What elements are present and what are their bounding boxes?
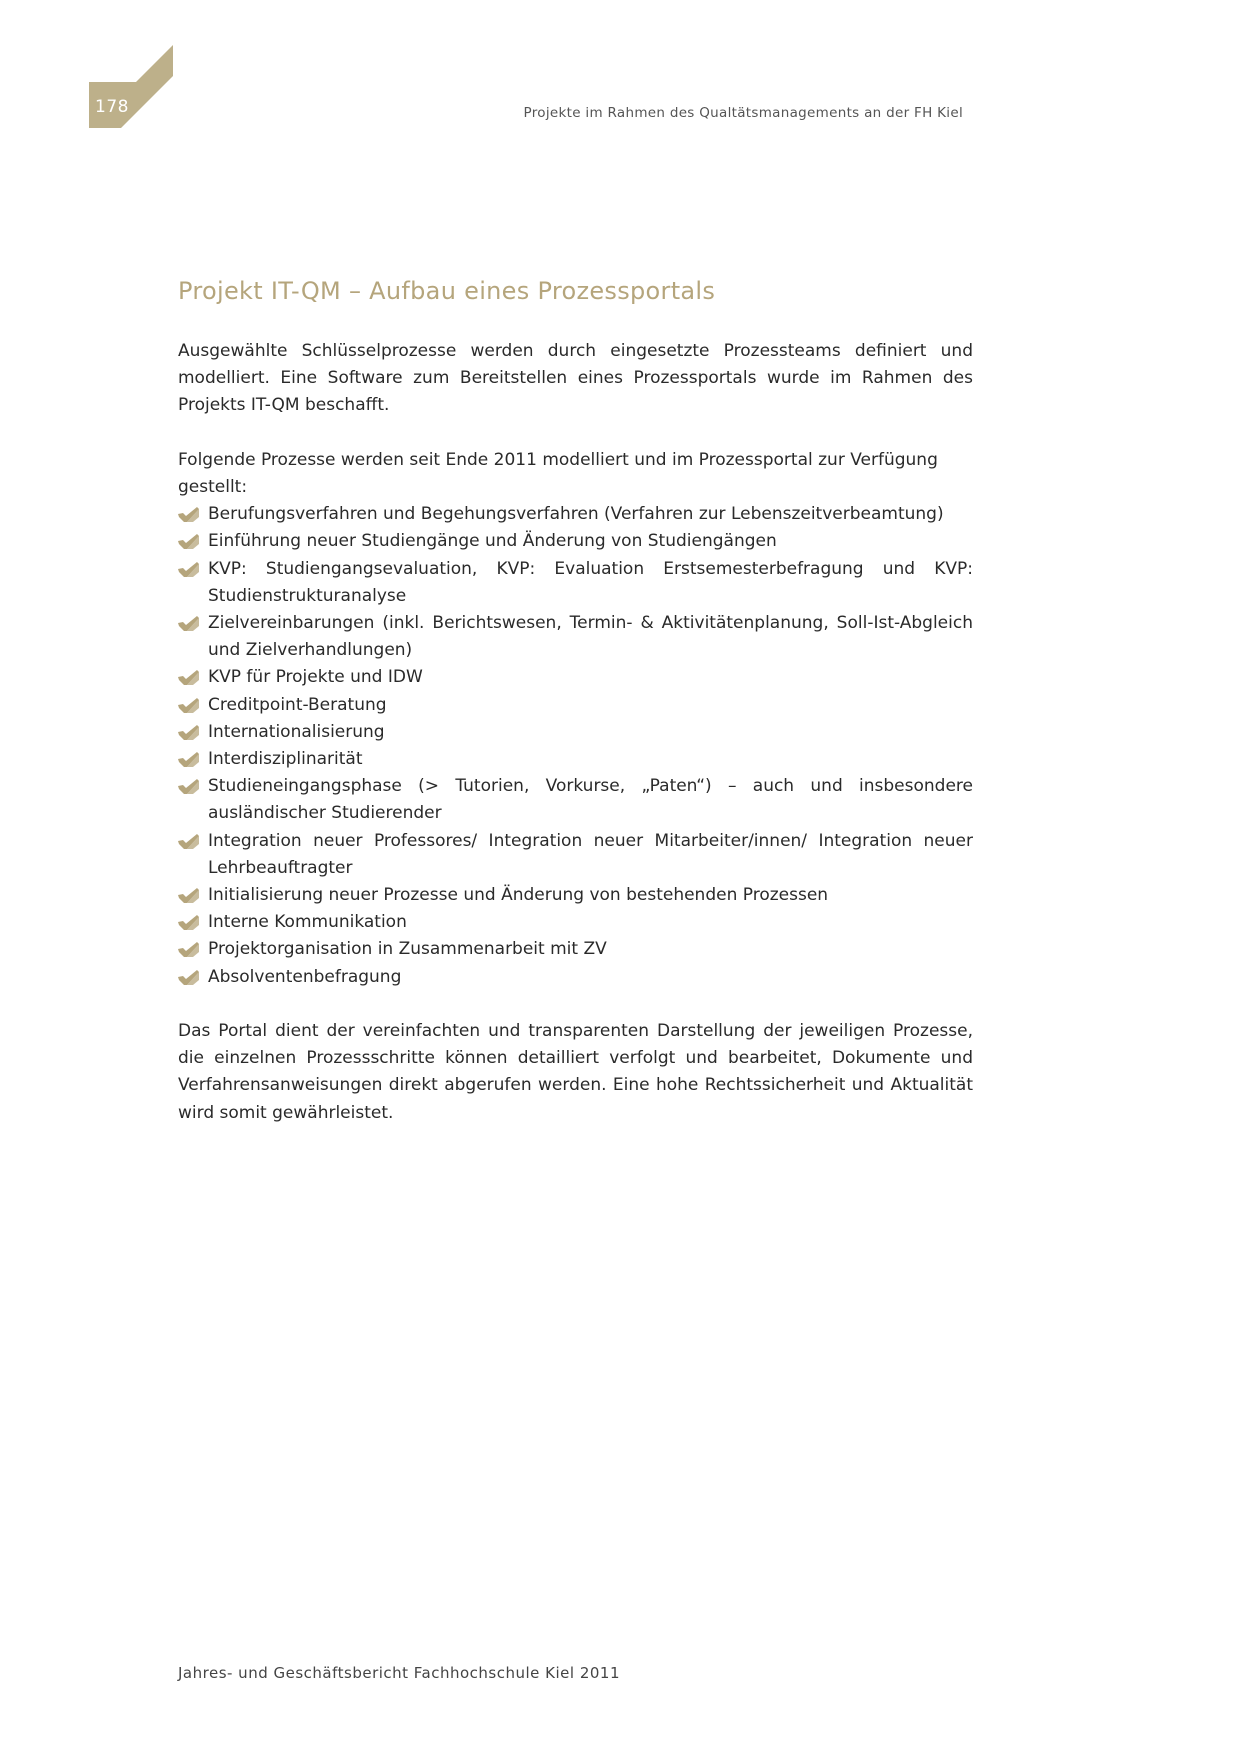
check-mark-icon bbox=[178, 670, 199, 685]
process-list-item bbox=[178, 773, 973, 827]
check-mark-icon bbox=[178, 834, 199, 849]
process-list-item-text: Einführung neuer Studiengänge und Änderung von Studiengängen bbox=[208, 531, 777, 552]
check-mark-icon bbox=[178, 752, 199, 767]
process-list-item bbox=[178, 882, 973, 909]
process-list-item bbox=[178, 556, 973, 610]
process-list-item bbox=[178, 828, 973, 882]
intro-paragraph: Ausgewählte Schlüsselprozesse werden durch eingesetzte Prozessteams definiert und modelliert. Eine Software zum Bereitstellen eines Prozessportals wurde im Rahmen des Projekts IT-QM beschafft. bbox=[178, 341, 973, 416]
process-list-item bbox=[178, 528, 973, 555]
process-list-item bbox=[178, 936, 973, 963]
closing-paragraph: Das Portal dient der vereinfachten und transparenten Darstellung der jeweiligen Prozesse, die einzelnen Prozessschritte können detailliert verfolgt und bearbeitet, Dokumente und Verfahrensanweisungen direkt abgerufen werden. Eine hohe Rechtssicherheit und Aktualität wird somit gewährleistet. bbox=[178, 1021, 973, 1123]
check-mark-icon bbox=[178, 616, 199, 631]
process-list-item bbox=[178, 501, 973, 528]
process-list-item-text: Integration neuer Professores/ Integration neuer Mitarbeiter/innen/ Integration neuer Lehrbeauftragter bbox=[208, 830, 973, 878]
process-list-item bbox=[178, 746, 973, 773]
check-mark-icon bbox=[178, 779, 199, 794]
process-list-item bbox=[178, 664, 973, 691]
process-list-item bbox=[178, 719, 973, 746]
check-mark-icon bbox=[178, 698, 199, 713]
check-mark-icon bbox=[178, 725, 199, 740]
check-mark-icon bbox=[178, 507, 199, 522]
process-list-item-text: Creditpoint-Beratung bbox=[208, 694, 387, 715]
process-list-item bbox=[178, 692, 973, 719]
process-list-item-text: Internationalisierung bbox=[208, 721, 385, 742]
page-number: 178 bbox=[95, 97, 129, 117]
process-list-item-text: Berufungsverfahren und Begehungsverfahren (Verfahren zur Lebenszeitverbeamtung) bbox=[208, 504, 944, 525]
process-list-item bbox=[178, 964, 973, 991]
main-content bbox=[178, 274, 973, 1154]
process-list-item-text: Interdisziplinarität bbox=[208, 749, 363, 770]
process-list-item-text: KVP für Projekte und IDW bbox=[208, 667, 423, 688]
check-mark-icon bbox=[178, 534, 199, 549]
running-header: Projekte im Rahmen des Qualtätsmanagements an der FH Kiel bbox=[523, 105, 963, 121]
process-list-item bbox=[178, 909, 973, 936]
check-mark-icon bbox=[178, 942, 199, 957]
process-list-item-text: Zielvereinbarungen (inkl. Berichtswesen, Termin- & Aktivitätenplanung, Soll-Ist-Abgleich und Zielverhandlungen) bbox=[208, 613, 973, 661]
page-footer: Jahres- und Geschäftsbericht Fachhochschule Kiel 2011 bbox=[178, 1664, 621, 1682]
process-list-item-text: Interne Kommunikation bbox=[208, 912, 407, 933]
process-list-item-text: Projektorganisation in Zusammenarbeit mit ZV bbox=[208, 939, 607, 960]
process-list-item-text: Studieneingangsphase (> Tutorien, Vorkurse, „Paten“) – auch und insbesondere ausländischer Studierender bbox=[208, 776, 973, 824]
check-mark-icon bbox=[178, 888, 199, 903]
list-intro: Folgende Prozesse werden seit Ende 2011 modelliert und im Prozessportal zur Verfügung gestellt: bbox=[178, 449, 938, 497]
check-mark-icon bbox=[178, 562, 199, 577]
process-list-item-text: KVP: Studiengangsevaluation, KVP: Evaluation Erstsemesterbefragung und KVP: Studienstrukturanalyse bbox=[208, 558, 973, 606]
process-list bbox=[178, 501, 973, 991]
check-mark-icon bbox=[178, 915, 199, 930]
check-mark-icon bbox=[178, 970, 199, 985]
process-list-item bbox=[178, 610, 973, 664]
section-title: Projekt IT-QM – Aufbau eines Prozessportals bbox=[178, 277, 716, 305]
process-list-item-text: Initialisierung neuer Prozesse und Änderung von bestehenden Prozessen bbox=[208, 885, 829, 906]
process-list-item-text: Absolventenbefragung bbox=[208, 966, 402, 987]
